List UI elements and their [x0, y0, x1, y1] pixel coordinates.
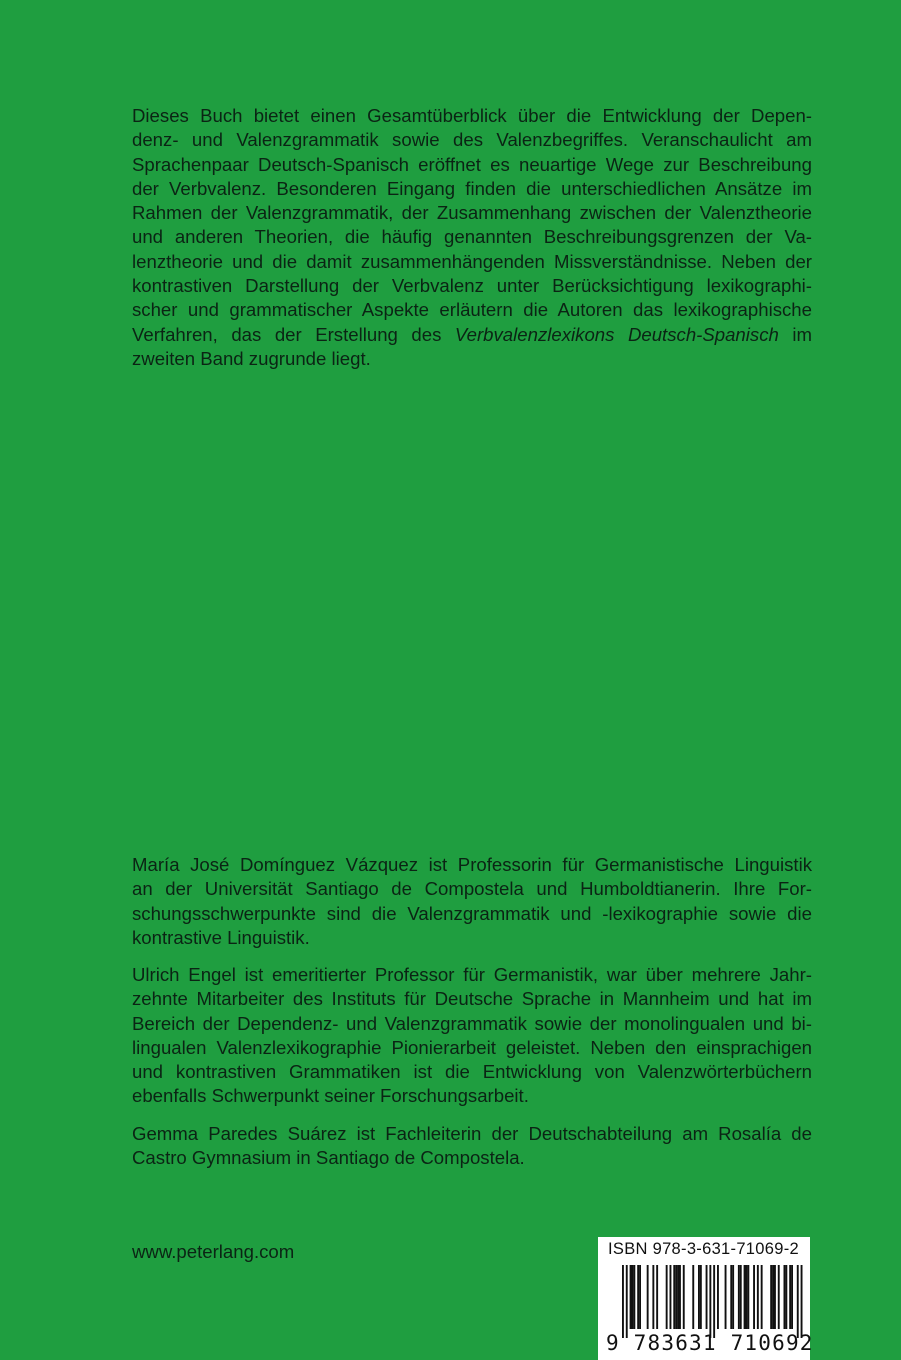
barcode-bar — [774, 1265, 776, 1329]
barcode-bar — [637, 1265, 639, 1329]
barcode-bar — [730, 1265, 732, 1329]
barcode-digits: 9 783631 710692 — [606, 1331, 814, 1355]
barcode-bar — [692, 1265, 694, 1329]
barcode-bar — [746, 1265, 748, 1329]
barcode-bar — [675, 1265, 677, 1329]
bio-line: kontrastive Linguistik. — [132, 926, 310, 948]
description-line: kontrastiven Darstellung der Verbvalenz unter Berücksichtigung lexikographi- — [132, 275, 812, 297]
lexicon-title: Verbvalenzlexikons Deutsch-Spanisch — [454, 323, 779, 345]
barcode-bar — [706, 1265, 708, 1329]
description-line: zweiten Band zugrunde liegt. — [132, 347, 371, 369]
barcode-bar — [626, 1265, 628, 1338]
barcode-bar — [639, 1265, 641, 1329]
description-line: Sprachenpaar Deutsch-Spanisch eröffnet es neuartige Wege zur Beschreibung — [132, 153, 812, 175]
bio-line: zehnte Mitarbeiter des Instituts für Deutsche Sprache in Mannheim und hat im — [132, 988, 812, 1010]
barcode-bar — [700, 1265, 702, 1329]
barcode-bar — [713, 1265, 715, 1338]
barcode-bar — [725, 1265, 727, 1329]
author-bio-paredes — [132, 1122, 812, 1171]
description-line-start: Verfahren, das der Erstellung des — [132, 323, 455, 345]
barcode-bar — [677, 1265, 679, 1329]
barcode-bar — [683, 1265, 685, 1329]
barcode-bar — [673, 1265, 675, 1329]
barcode-bar — [652, 1265, 654, 1329]
barcode-bar — [789, 1265, 791, 1329]
author-bio-engel — [132, 963, 812, 1109]
barcode-bar — [770, 1265, 772, 1329]
description-line — [132, 323, 812, 347]
barcode-bar — [778, 1265, 780, 1329]
barcode-bar — [698, 1265, 700, 1329]
description-line: Rahmen der Valenzgrammatik, der Zusammenhang zwischen der Valenztheorie — [132, 202, 812, 224]
barcode-bar — [738, 1265, 740, 1329]
barcode-bar — [717, 1265, 719, 1329]
barcode-bar — [761, 1265, 763, 1329]
barcode-bar — [797, 1265, 799, 1338]
publisher-website-link[interactable]: www.peterlang.com — [132, 1241, 295, 1262]
bio-line: Ulrich Engel ist emeritierter Professor für Germanistik, war über mehrere Jahr- — [132, 964, 812, 985]
barcode-bar — [784, 1265, 786, 1329]
description-line: scher und grammatischer Aspekte erläutern die Autoren das lexikographische — [132, 299, 812, 321]
barcode-bar — [772, 1265, 774, 1329]
bio-line: Bereich der Dependenz- und Valenzgrammatik sowie der monolingualen und bi- — [132, 1012, 812, 1034]
barcode-bar — [801, 1265, 803, 1338]
description-line: lenztheorie und die damit zusammenhängenden Missverständnisse. Neben der — [132, 250, 812, 272]
barcode-bar — [757, 1265, 759, 1329]
bio-line: ebenfalls Schwerpunkt seiner Forschungsarbeit. — [132, 1085, 529, 1107]
barcode-bar — [785, 1265, 787, 1329]
barcode-bar — [753, 1265, 755, 1329]
barcode-bar — [666, 1265, 668, 1329]
bio-line: an der Universität Santiago de Compostela und Humboldtianerin. Ihre For- — [132, 878, 812, 900]
barcode-bar — [732, 1265, 734, 1329]
bio-line: María José Domínguez Vázquez ist Professorin für Germanistische Linguistik — [132, 854, 812, 875]
barcode-bar — [679, 1265, 681, 1329]
bio-line: Gemma Paredes Suárez ist Fachleiterin der Deutschabteilung am Rosalía de — [132, 1123, 812, 1144]
barcode-bar — [740, 1265, 742, 1329]
description-line: der Verbvalenz. Besonderen Eingang finden die unterschiedlichen Ansätze im — [132, 177, 812, 199]
barcode-bar — [630, 1265, 632, 1329]
description-line: und anderen Theorien, die häufig genannten Beschreibungsgrenzen der Va- — [132, 226, 812, 248]
barcode-bar — [791, 1265, 793, 1329]
bio-line: Castro Gymnasium in Santiago de Compostela. — [132, 1147, 525, 1169]
description-line: Dieses Buch bietet einen Gesamtüberblick über die Entwicklung der Depen- — [132, 105, 812, 126]
bio-line: schungsschwerpunkte sind die Valenzgrammatik und -lexikographie sowie die — [132, 902, 812, 924]
barcode-bar — [647, 1265, 649, 1329]
barcode-bar — [744, 1265, 746, 1329]
barcode-bar — [622, 1265, 624, 1338]
bio-line: lingualen Valenzlexikographie Pionierarbeit geleistet. Neben den einsprachigen — [132, 1036, 812, 1058]
book-description — [132, 104, 812, 371]
barcode-bar — [709, 1265, 711, 1338]
description-line: denz- und Valenzgrammatik sowie des Valenzbegriffes. Veranschaulicht am — [132, 129, 812, 151]
isbn-barcode — [598, 1237, 814, 1360]
isbn-label: ISBN 978-3-631-71069-2 — [608, 1240, 799, 1258]
description-line-end: im — [778, 323, 812, 345]
barcode-bar — [632, 1265, 634, 1329]
barcode-bar — [747, 1265, 749, 1329]
barcode-bar — [656, 1265, 658, 1329]
barcode-bar — [633, 1265, 635, 1329]
barcode-bar — [670, 1265, 672, 1329]
author-bio-dominguez — [132, 853, 812, 950]
bio-line: und kontrastiven Grammatiken ist die Entwicklung von Valenzwörterbüchern — [132, 1061, 812, 1083]
